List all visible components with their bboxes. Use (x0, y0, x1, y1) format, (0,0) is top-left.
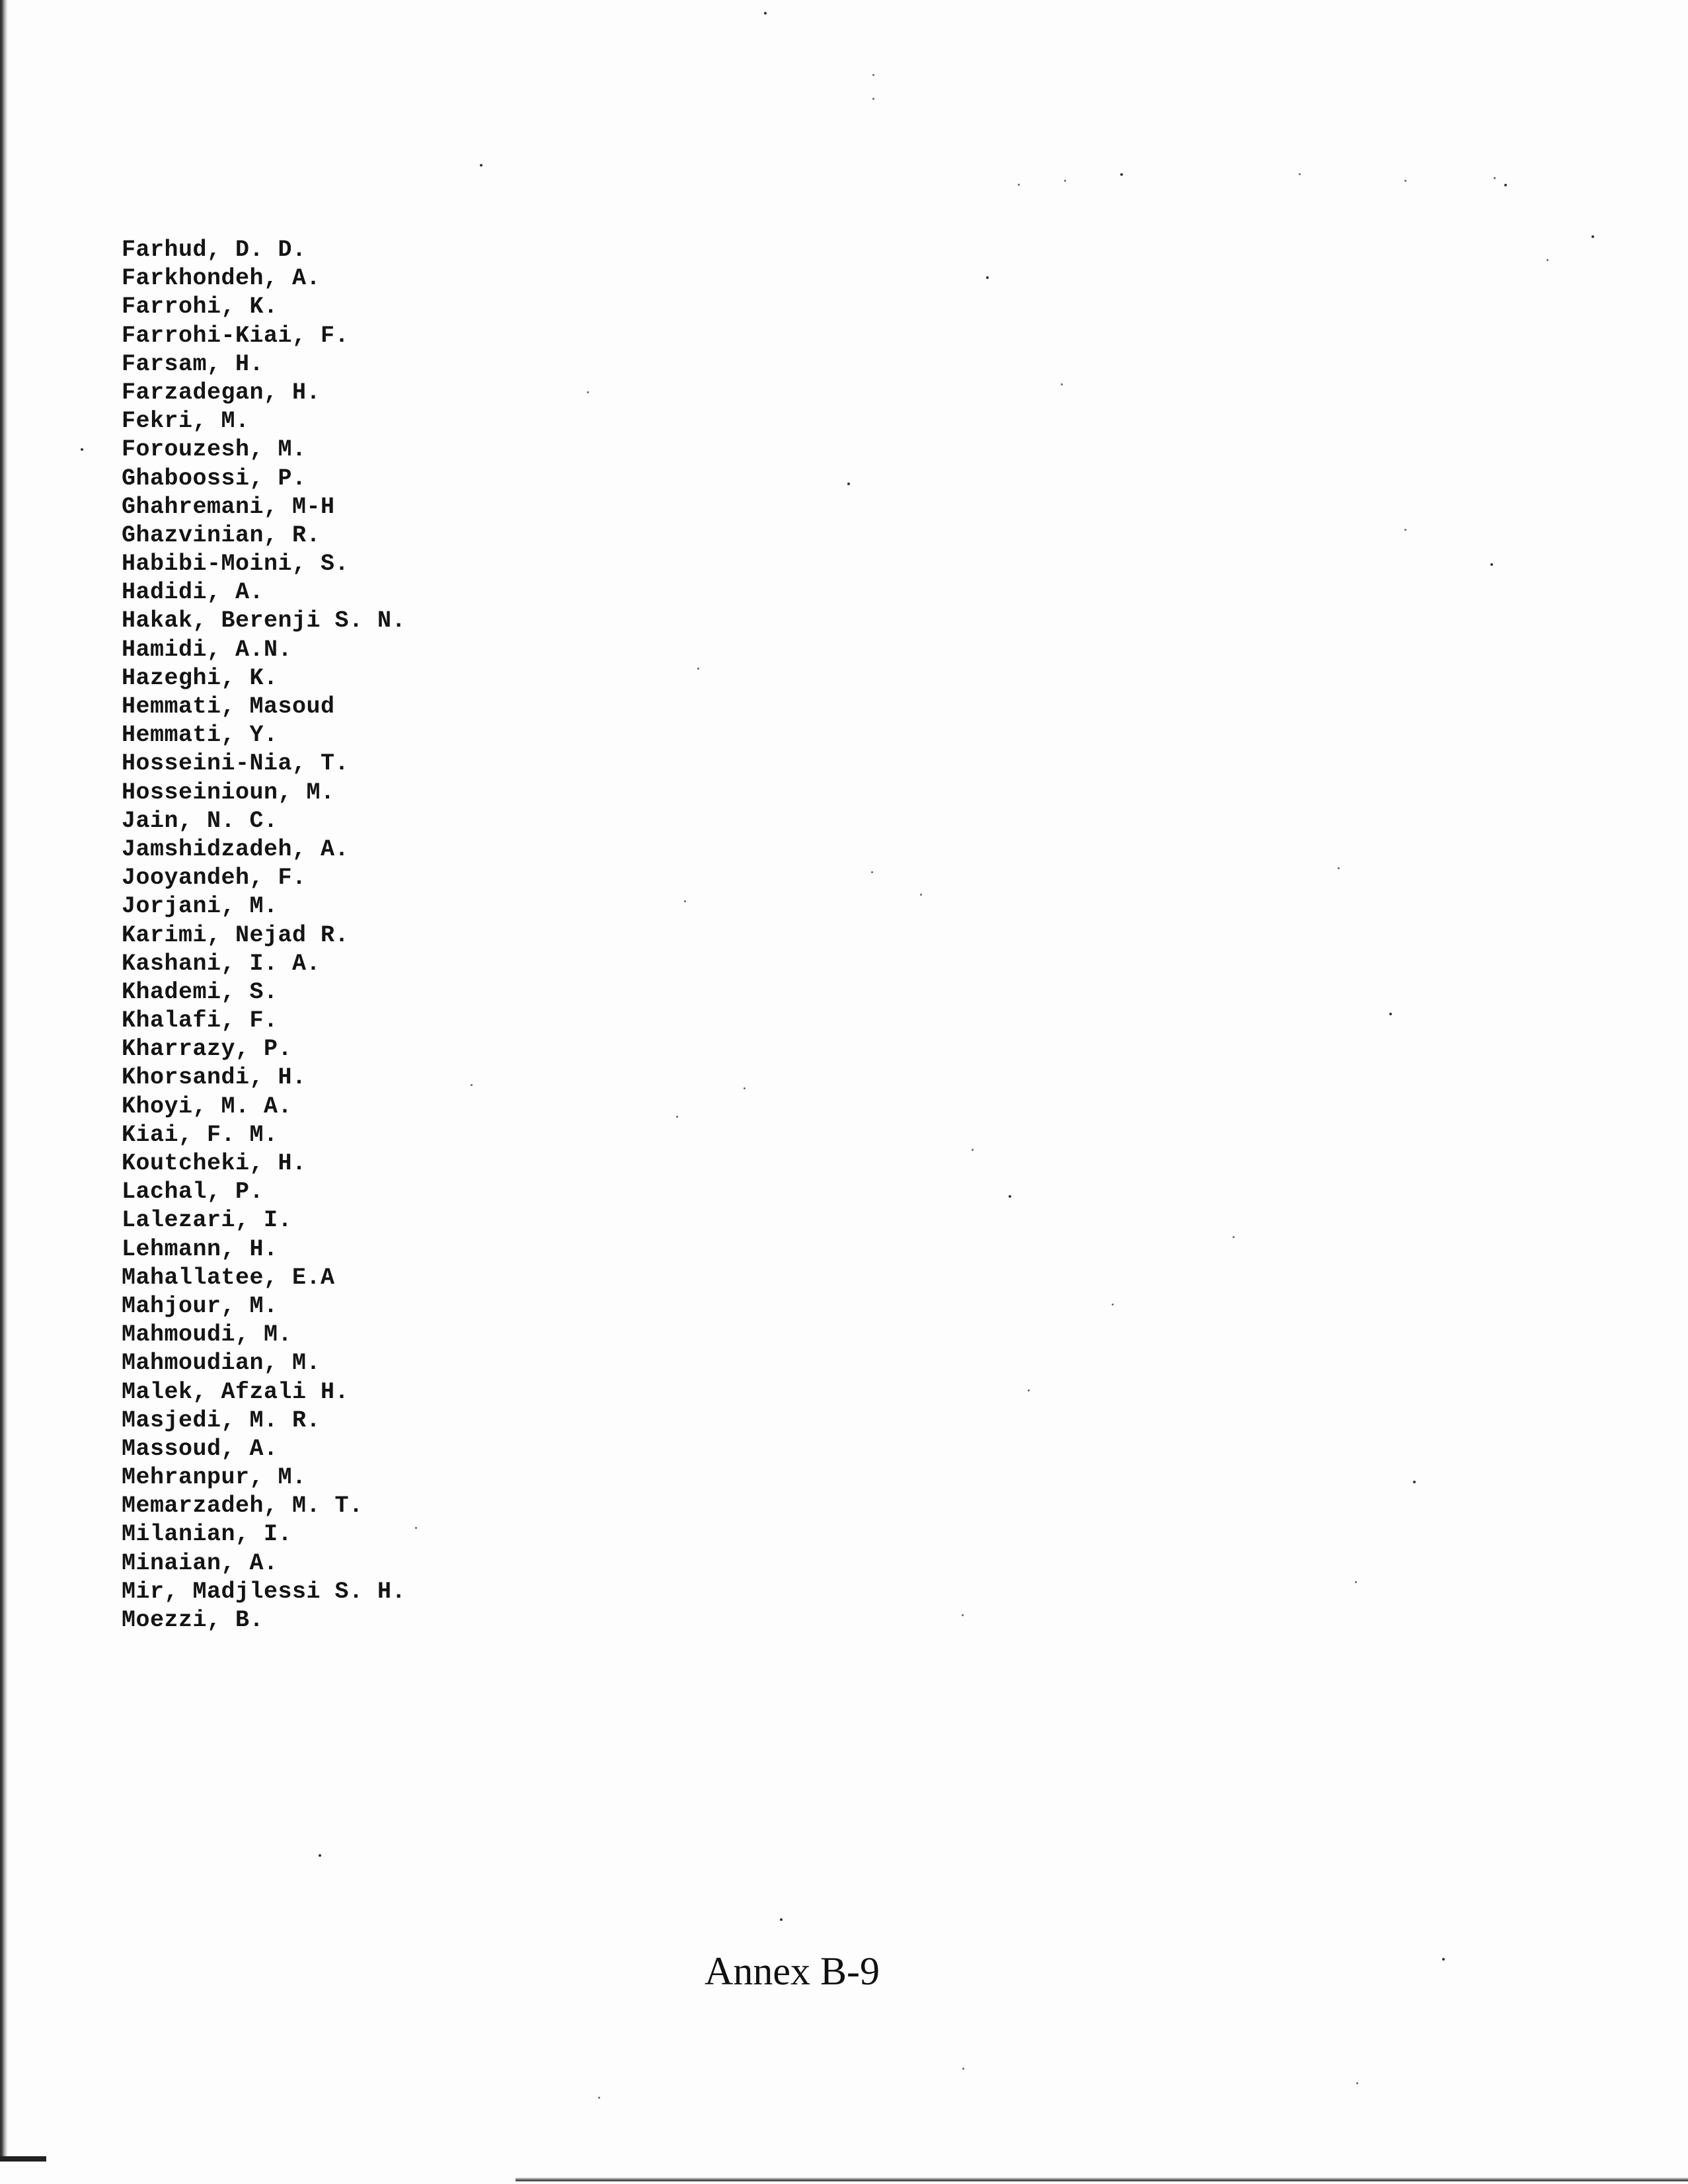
scan-speck (871, 871, 873, 873)
scan-speck (598, 2097, 600, 2099)
scan-speck (1028, 1389, 1030, 1391)
scan-speck (847, 483, 850, 485)
page-footer: Annex B-9 (705, 1949, 880, 1993)
scan-speck (684, 900, 686, 902)
name-entry: Farhud, D. D. (122, 237, 307, 263)
name-entry: Karimi, Nejad R. (122, 921, 350, 949)
name-entry: Mahmoudian, M. (122, 1350, 321, 1377)
name-entry: Khademi, S. (122, 978, 278, 1005)
scan-speck (764, 12, 767, 15)
name-entry: Masjedi, M. R. (122, 1407, 321, 1434)
name-entry: Koutcheki, H. (122, 1150, 307, 1177)
scan-speck (1233, 1236, 1235, 1238)
name-entry: Mahmoudi, M. (122, 1321, 293, 1348)
name-entry: Jooyandeh, F. (122, 865, 307, 892)
name-entry: Malek, Afzali H. (122, 1378, 350, 1405)
binding-edge-foot (0, 2156, 46, 2162)
name-entry: Forouzesh, M. (122, 436, 307, 463)
name-entry: Habibi-Moini, S. (122, 551, 350, 578)
name-entry: Hakak, Berenji S. N. (122, 607, 406, 635)
scan-speck (1413, 1481, 1416, 1483)
name-entry: Farzadegan, H. (122, 379, 321, 406)
name-entry: Kiai, F. M. (122, 1121, 278, 1148)
name-entry: Farrohi, K. (122, 293, 278, 321)
scan-speck (81, 448, 83, 451)
scan-speck (1112, 1304, 1114, 1306)
scan-speck (962, 2068, 964, 2070)
scan-speck (1064, 180, 1066, 182)
name-entry: Jamshidzadeh, A. (122, 836, 350, 863)
name-entry: Memarzadeh, M. T. (122, 1493, 364, 1520)
scan-speck (972, 1149, 974, 1151)
name-entry: Farsam, H. (122, 350, 264, 377)
scan-speck (697, 668, 699, 670)
scan-speck (480, 164, 482, 167)
name-entry: Lalezari, I. (122, 1207, 293, 1234)
scan-speck (1404, 529, 1406, 531)
name-entry: Khorsandi, H. (122, 1064, 307, 1091)
name-entry: Hamidi, A.N. (122, 636, 293, 663)
scan-speck (1338, 867, 1340, 869)
page-bottom-edge (516, 2177, 1688, 2181)
scan-speck (676, 1116, 678, 1118)
name-entry: Hadidi, A. (122, 579, 264, 606)
scan-speck (1355, 1581, 1357, 1583)
scan-speck (1356, 2082, 1358, 2084)
name-entry: Ghahremani, M-H (122, 493, 335, 520)
scan-speck (1061, 383, 1063, 385)
name-entry: Ghaboossi, P. (122, 465, 307, 492)
name-entry: Kharrazy, P. (122, 1036, 293, 1063)
name-entry: Hazeghi, K. (122, 664, 278, 691)
scan-speck (986, 276, 989, 279)
name-entry: Hemmati, Masoud (122, 693, 335, 720)
name-entry: Mir, Madjlessi S. H. (122, 1578, 406, 1605)
scan-speck (920, 894, 922, 896)
name-list (122, 236, 406, 1635)
scan-speck (1120, 173, 1123, 176)
scan-speck (744, 1087, 746, 1089)
name-entry: Khalafi, F. (122, 1007, 278, 1034)
scan-speck (962, 1614, 964, 1616)
name-entry: Hosseinioun, M. (122, 779, 335, 806)
name-entry: Jain, N. C. (122, 807, 278, 834)
name-entry: Lachal, P. (122, 1179, 264, 1206)
name-entry: Farkhondeh, A. (122, 265, 321, 292)
name-entry: Hosseini-Nia, T. (122, 750, 350, 777)
scan-speck (1547, 259, 1549, 261)
scan-speck (1490, 563, 1493, 566)
name-entry: Farrohi-Kiai, F. (122, 322, 350, 349)
scan-speck (1404, 180, 1406, 182)
scan-speck (1504, 184, 1507, 186)
scan-speck (1442, 1958, 1445, 1961)
scan-speck (780, 1918, 783, 1921)
scan-speck (1592, 235, 1594, 238)
scan-speck (587, 391, 589, 393)
name-entry: Lehmann, H. (122, 1235, 278, 1263)
name-entry: Khoyi, M. A. (122, 1093, 293, 1120)
name-entry: Mahjour, M. (122, 1292, 278, 1319)
scan-speck (319, 1854, 321, 1857)
scan-speck (872, 98, 874, 100)
binding-edge (0, 0, 8, 2162)
name-entry: Hemmati, Y. (122, 722, 278, 749)
name-entry: Ghazvinian, R. (122, 522, 321, 549)
name-entry: Fekri, M. (122, 408, 250, 435)
scan-speck (1494, 177, 1496, 179)
name-entry: Minaian, A. (122, 1549, 278, 1577)
scan-speck (415, 1527, 417, 1529)
scan-speck (1389, 1013, 1392, 1015)
name-entry: Mehranpur, M. (122, 1464, 307, 1491)
name-entry: Massoud, A. (122, 1435, 278, 1462)
name-entry: Milanian, I. (122, 1521, 293, 1548)
scan-speck (1299, 173, 1301, 175)
name-entry: Mahallatee, E.A (122, 1264, 335, 1291)
scan-speck (1009, 1195, 1011, 1198)
scan-speck (471, 1084, 473, 1086)
name-entry: Kashani, I. A. (122, 950, 321, 977)
name-entry: Jorjani, M. (122, 893, 278, 920)
name-entry: Moezzi, B. (122, 1607, 264, 1633)
scan-speck (1018, 184, 1020, 186)
scan-speck (872, 74, 874, 76)
